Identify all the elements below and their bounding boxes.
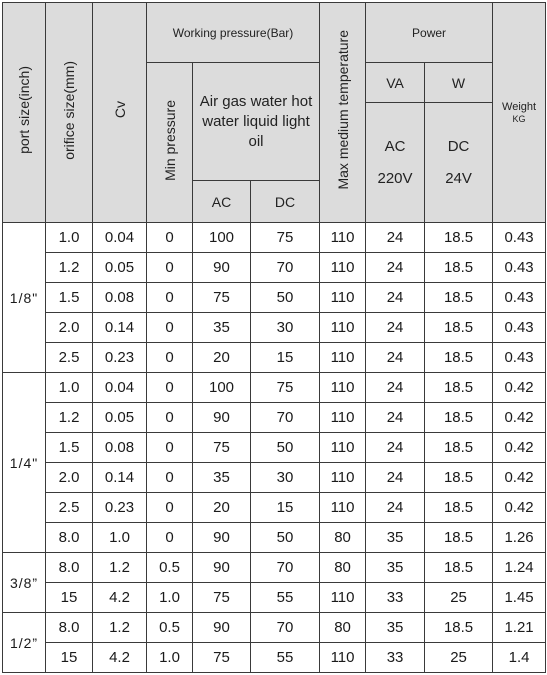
max-temp-cell: 110 bbox=[320, 343, 366, 373]
dc-pressure-cell: 70 bbox=[251, 253, 320, 283]
orifice-size-cell: 1.2 bbox=[46, 403, 93, 433]
orifice-size-cell: 15 bbox=[46, 583, 93, 613]
dc-pressure-cell: 50 bbox=[251, 523, 320, 553]
w-voltage-value: 24V bbox=[445, 169, 472, 187]
ac-pressure-cell: 90 bbox=[193, 613, 251, 643]
orifice-size-cell: 2.0 bbox=[46, 313, 93, 343]
dc-pressure-cell: 50 bbox=[251, 283, 320, 313]
weight-cell: 1.24 bbox=[493, 553, 546, 583]
table-row bbox=[3, 313, 546, 343]
va-cell: 24 bbox=[366, 373, 425, 403]
va-cell: 24 bbox=[366, 343, 425, 373]
dc-pressure-cell: 15 bbox=[251, 493, 320, 523]
ac-pressure-cell: 75 bbox=[193, 583, 251, 613]
min-pressure-cell: 0.5 bbox=[147, 553, 193, 583]
table-row bbox=[3, 403, 546, 433]
weight-cell: 0.43 bbox=[493, 283, 546, 313]
w-cell: 18.5 bbox=[425, 253, 493, 283]
table-row bbox=[3, 253, 546, 283]
table-row bbox=[3, 343, 546, 373]
va-cell: 33 bbox=[366, 583, 425, 613]
max-temp-cell: 110 bbox=[320, 403, 366, 433]
va-cell: 24 bbox=[366, 223, 425, 253]
w-cell: 25 bbox=[425, 643, 493, 673]
cv-cell: 0.04 bbox=[93, 223, 147, 253]
dc-pressure-cell: 70 bbox=[251, 403, 320, 433]
ac-pressure-header: AC bbox=[193, 181, 251, 223]
weight-cell: 0.42 bbox=[493, 403, 546, 433]
weight-cell: 0.42 bbox=[493, 433, 546, 463]
ac-pressure-cell: 90 bbox=[193, 253, 251, 283]
va-header: VA bbox=[366, 63, 425, 103]
min-pressure-header-label: Min pressure bbox=[161, 99, 178, 181]
min-pressure-cell: 0 bbox=[147, 373, 193, 403]
cv-cell: 0.04 bbox=[93, 373, 147, 403]
weight-cell: 0.43 bbox=[493, 253, 546, 283]
port-size-cell: 3/8” bbox=[3, 553, 46, 613]
min-pressure-cell: 0 bbox=[147, 403, 193, 433]
cv-cell: 1.2 bbox=[93, 613, 147, 643]
orifice-size-cell: 1.5 bbox=[46, 433, 93, 463]
min-pressure-cell: 0 bbox=[147, 343, 193, 373]
max-temp-cell: 80 bbox=[320, 523, 366, 553]
va-cell: 24 bbox=[366, 313, 425, 343]
min-pressure-cell: 0 bbox=[147, 463, 193, 493]
ac-pressure-cell: 90 bbox=[193, 403, 251, 433]
cv-cell: 4.2 bbox=[93, 643, 147, 673]
w-cell: 18.5 bbox=[425, 343, 493, 373]
va-cell: 24 bbox=[366, 283, 425, 313]
w-header: W bbox=[425, 63, 493, 103]
w-cell: 18.5 bbox=[425, 553, 493, 583]
dc-pressure-cell: 55 bbox=[251, 643, 320, 673]
dc-pressure-cell: 50 bbox=[251, 433, 320, 463]
weight-cell: 1.45 bbox=[493, 583, 546, 613]
table-row bbox=[3, 643, 546, 673]
cv-cell: 4.2 bbox=[93, 583, 147, 613]
min-pressure-cell: 1.0 bbox=[147, 643, 193, 673]
table-row bbox=[3, 283, 546, 313]
w-cell: 18.5 bbox=[425, 493, 493, 523]
orifice-size-cell: 2.5 bbox=[46, 493, 93, 523]
min-pressure-header bbox=[147, 63, 193, 223]
cv-cell: 0.14 bbox=[93, 313, 147, 343]
w-voltage-type: DC bbox=[447, 137, 470, 155]
va-cell: 24 bbox=[366, 433, 425, 463]
orifice-size-cell: 2.0 bbox=[46, 463, 93, 493]
w-cell: 18.5 bbox=[425, 223, 493, 253]
orifice-size-cell: 1.5 bbox=[46, 283, 93, 313]
orifice-size-header bbox=[46, 3, 93, 223]
va-cell: 24 bbox=[366, 463, 425, 493]
table-row bbox=[3, 523, 546, 553]
weight-cell: 1.26 bbox=[493, 523, 546, 553]
dc-pressure-cell: 70 bbox=[251, 553, 320, 583]
cv-cell: 0.23 bbox=[93, 493, 147, 523]
ac-pressure-cell: 90 bbox=[193, 523, 251, 553]
max-temp-cell: 110 bbox=[320, 463, 366, 493]
min-pressure-cell: 0 bbox=[147, 313, 193, 343]
weight-cell: 0.43 bbox=[493, 343, 546, 373]
w-cell: 25 bbox=[425, 583, 493, 613]
weight-cell: 0.42 bbox=[493, 493, 546, 523]
cv-cell: 0.14 bbox=[93, 463, 147, 493]
ac-pressure-cell: 75 bbox=[193, 433, 251, 463]
weight-cell: 0.43 bbox=[493, 313, 546, 343]
dc-pressure-cell: 30 bbox=[251, 463, 320, 493]
dc-pressure-cell: 15 bbox=[251, 343, 320, 373]
w-cell: 18.5 bbox=[425, 523, 493, 553]
max-temp-cell: 80 bbox=[320, 553, 366, 583]
table-row bbox=[3, 373, 546, 403]
dc-pressure-cell: 75 bbox=[251, 373, 320, 403]
weight-header bbox=[493, 3, 546, 223]
ac-pressure-cell: 35 bbox=[193, 313, 251, 343]
va-cell: 35 bbox=[366, 553, 425, 583]
min-pressure-cell: 0 bbox=[147, 523, 193, 553]
cv-header bbox=[93, 3, 147, 223]
va-cell: 33 bbox=[366, 643, 425, 673]
ac-pressure-cell: 35 bbox=[193, 463, 251, 493]
va-cell: 24 bbox=[366, 253, 425, 283]
min-pressure-cell: 0 bbox=[147, 493, 193, 523]
w-cell: 18.5 bbox=[425, 463, 493, 493]
cv-cell: 0.05 bbox=[93, 403, 147, 433]
max-temp-header-label: Max medium temperature bbox=[334, 30, 351, 190]
dc-pressure-cell: 30 bbox=[251, 313, 320, 343]
table-row bbox=[3, 223, 546, 253]
min-pressure-cell: 0.5 bbox=[147, 613, 193, 643]
power-header: Power bbox=[366, 3, 493, 63]
w-voltage-header bbox=[425, 103, 493, 223]
w-cell: 18.5 bbox=[425, 433, 493, 463]
table-row bbox=[3, 433, 546, 463]
cv-cell: 0.23 bbox=[93, 343, 147, 373]
cv-cell: 0.05 bbox=[93, 253, 147, 283]
weight-header-label: Weight bbox=[502, 100, 537, 113]
orifice-size-header-label: orifice size(mm) bbox=[61, 60, 77, 160]
min-pressure-cell: 0 bbox=[147, 223, 193, 253]
dc-pressure-cell: 75 bbox=[251, 223, 320, 253]
weight-cell: 0.42 bbox=[493, 463, 546, 493]
max-temp-cell: 110 bbox=[320, 433, 366, 463]
port-size-cell: 1/2” bbox=[3, 613, 46, 673]
max-temp-cell: 110 bbox=[320, 583, 366, 613]
table-header bbox=[3, 3, 546, 223]
port-size-header-label: port size(inch) bbox=[16, 66, 32, 154]
va-cell: 24 bbox=[366, 403, 425, 433]
cv-header-label: Cv bbox=[111, 101, 128, 119]
orifice-size-cell: 2.5 bbox=[46, 343, 93, 373]
min-pressure-cell: 1.0 bbox=[147, 583, 193, 613]
ac-pressure-cell: 100 bbox=[193, 223, 251, 253]
ac-pressure-cell: 20 bbox=[193, 343, 251, 373]
va-voltage-header bbox=[366, 103, 425, 223]
table-body bbox=[3, 223, 546, 673]
max-temp-cell: 110 bbox=[320, 493, 366, 523]
working-pressure-header: Working pressure(Bar) bbox=[147, 3, 320, 63]
max-temp-header bbox=[320, 3, 366, 223]
table-row bbox=[3, 613, 546, 643]
ac-pressure-cell: 75 bbox=[193, 643, 251, 673]
table-row bbox=[3, 463, 546, 493]
ac-pressure-cell: 75 bbox=[193, 283, 251, 313]
dc-pressure-cell: 55 bbox=[251, 583, 320, 613]
va-voltage-type: AC bbox=[384, 137, 406, 155]
orifice-size-cell: 1.2 bbox=[46, 253, 93, 283]
min-pressure-cell: 0 bbox=[147, 433, 193, 463]
w-cell: 18.5 bbox=[425, 613, 493, 643]
valve-spec-table bbox=[2, 2, 546, 673]
table-row bbox=[3, 553, 546, 583]
ac-pressure-cell: 90 bbox=[193, 553, 251, 583]
va-cell: 24 bbox=[366, 493, 425, 523]
port-size-cell: 1/4" bbox=[3, 373, 46, 553]
orifice-size-cell: 15 bbox=[46, 643, 93, 673]
w-cell: 18.5 bbox=[425, 373, 493, 403]
max-temp-cell: 110 bbox=[320, 373, 366, 403]
weight-cell: 1.21 bbox=[493, 613, 546, 643]
max-temp-cell: 110 bbox=[320, 253, 366, 283]
max-temp-cell: 110 bbox=[320, 313, 366, 343]
dc-pressure-cell: 70 bbox=[251, 613, 320, 643]
dc-pressure-header: DC bbox=[251, 181, 320, 223]
orifice-size-cell: 8.0 bbox=[46, 523, 93, 553]
weight-cell: 1.4 bbox=[493, 643, 546, 673]
w-cell: 18.5 bbox=[425, 313, 493, 343]
cv-cell: 1.0 bbox=[93, 523, 147, 553]
max-temp-cell: 110 bbox=[320, 643, 366, 673]
min-pressure-cell: 0 bbox=[147, 283, 193, 313]
port-size-header bbox=[3, 3, 46, 223]
table-row bbox=[3, 493, 546, 523]
va-cell: 35 bbox=[366, 613, 425, 643]
min-pressure-cell: 0 bbox=[147, 253, 193, 283]
max-temp-cell: 110 bbox=[320, 223, 366, 253]
w-cell: 18.5 bbox=[425, 403, 493, 433]
max-temp-cell: 80 bbox=[320, 613, 366, 643]
cv-cell: 0.08 bbox=[93, 433, 147, 463]
weight-cell: 0.42 bbox=[493, 373, 546, 403]
va-voltage-value: 220V bbox=[377, 169, 413, 187]
ac-pressure-cell: 20 bbox=[193, 493, 251, 523]
ac-pressure-cell: 100 bbox=[193, 373, 251, 403]
orifice-size-cell: 8.0 bbox=[46, 553, 93, 583]
w-cell: 18.5 bbox=[425, 283, 493, 313]
weight-unit-label: KG bbox=[512, 113, 526, 124]
va-cell: 35 bbox=[366, 523, 425, 553]
weight-cell: 0.43 bbox=[493, 223, 546, 253]
table-row bbox=[3, 583, 546, 613]
cv-cell: 0.08 bbox=[93, 283, 147, 313]
media-header: Air gas water hot water liquid light oil bbox=[193, 63, 320, 181]
orifice-size-cell: 1.0 bbox=[46, 223, 93, 253]
orifice-size-cell: 8.0 bbox=[46, 613, 93, 643]
cv-cell: 1.2 bbox=[93, 553, 147, 583]
port-size-cell: 1/8" bbox=[3, 223, 46, 373]
orifice-size-cell: 1.0 bbox=[46, 373, 93, 403]
max-temp-cell: 110 bbox=[320, 283, 366, 313]
